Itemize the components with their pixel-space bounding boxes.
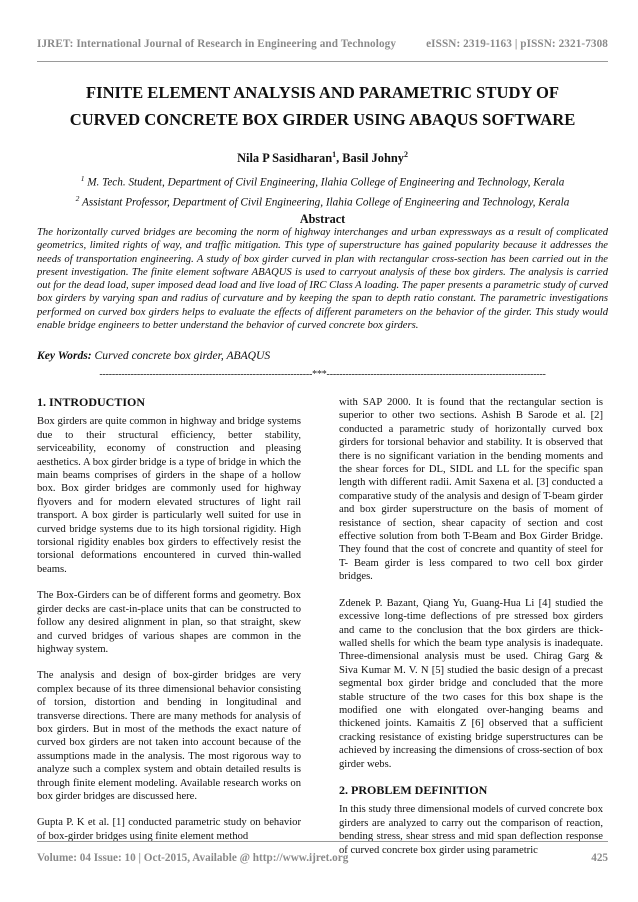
paragraph: Zdenek P. Bazant, Qiang Yu, Guang-Hua Li [4] studied the excessive long-time deflections of pre stressed box girders and came to the conclusion that the box girders are thick-walled shells for which the beam type analysis is inadequate. Three-dimensional analysis must be used. Chirag Garg & Siva Kumar M. V. N [5] studied the basic design of a precast segmental box girder bridge and concluded that the more stable structure of the two cases for this box shape is the modified one with elongated over-hanging beams and thickened joints. Kamaitis Z [6] observed that a sufficient cracking resistance of existing bridge superstructures can be achieved by increasing the dimensions of cross-section of box girder webs.: [339, 597, 603, 770]
footer-rule: [37, 841, 608, 842]
keywords-label: Key Words:: [37, 349, 92, 362]
left-column: [37, 396, 301, 856]
author-sup: 2: [403, 150, 408, 159]
title-line-1: FINITE ELEMENT ANALYSIS AND PARAMETRIC STUDY OF: [85, 83, 559, 102]
paragraph: with SAP 2000. It is found that the rectangular section is superior to other two sections. Ashish B Sarode et al. [2] conducted a parametric study of horizontally curved box girders for torsional behavior and stability. It is observed that there is no significant variation in the bending moments and the shear forces for DL, SIDL and LL for the specific span length with different radii. Amit Saxena et al. [3] conducted a comparative study of the analysis and design of T-beam girder and box girder superstructure on the basis of moment of resistance of section, shear capacity of section and cost effective solution from both T-Beam and Box Girder Bridge. They found that the cost of concrete and quantity of steel for T- Beam girder is less compared to two cell box girder bridges.: [339, 397, 603, 583]
running-footer: [37, 852, 608, 868]
affiliation-sup: 1: [80, 174, 85, 183]
issn: eISSN: 2319-1163 | pISSN: 2321-7308: [426, 38, 608, 50]
volume-info: Volume: 04 Issue: 10 | Oct-2015, Available @ http://www.ijret.org: [37, 852, 349, 864]
paragraph: In this study three dimensional models of curved concrete box girders are analyzed to carry out the comparison of reaction, bending stress, shear stress and mid span deflection response of curved concrete box girder using parametric: [339, 804, 603, 856]
affiliation: [37, 171, 608, 191]
right-column: [339, 396, 603, 870]
journal-name: IJRET: International Journal of Research in Engineering and Technology: [37, 38, 397, 50]
header-rule: [37, 61, 608, 62]
author-sup: 1: [332, 150, 337, 159]
keywords-text: Curved concrete box girder, ABAQUS: [91, 349, 271, 362]
affiliation-text: M. Tech. Student, Department of Civil Engineering, Ilahia College of Engineering and Technology, Kerala: [87, 176, 565, 189]
abstract-heading: Abstract: [299, 212, 346, 226]
section-separator: --------------------------------------------------------------------***----------------------------------------------------------------------: [99, 369, 546, 380]
affiliations: [37, 171, 608, 210]
abstract-text: The horizontally curved bridges are becoming the norm of highway interchanges and urban expressways as a result of complicated geometrics, limited rights of way, and traffic mitigation. This type of superstructure has gained popularity because it addresses the needs of transportation engineering. A study of box girder curved in plan with rectangular cross-section has been carried out in the present investigation. The finite element software ABAQUS is used to carryout analysis of these box girders. The analysis is carried out for the dead load, super imposed dead load and live load of IRC Class A loading. The paper presents a parametric study of curved box girders by varying span and radius of curvature and by keeping the span to depth ratio constant. The parametric investigations performed on curved box girders helps to evaluate the effects of different parameters on the behavior of the girder. This study would enable bridge engineers to better understand the behavior of curved concrete box girders.: [37, 227, 608, 332]
affiliation-text: Assistant Professor, Department of Civil Engineering, Ilahia College of Engineering and Technology, Kerala: [82, 196, 570, 209]
section-heading: 1. INTRODUCTION: [37, 395, 146, 409]
author-name: Nila P Sasidharan: [237, 151, 333, 166]
paragraph: The analysis and design of box-girder bridges are very complex because of its three dimensional behavior consisting of torsion, distortion and bending in longitudinal and transverse directions. There are many methods for analysis of box girders. But in most of the methods the exact nature of curved box girders are not taken into account because of the assumptions made in the analysis. The most rigorous way to analyze such a complex system and obtain detailed results is through finite element modeling. Available research works on box girder bridges are discussed here.: [37, 670, 301, 802]
page-number: 425: [591, 852, 608, 864]
author-name: Basil Johny: [342, 151, 404, 166]
running-header: [37, 38, 608, 54]
section-heading: 2. PROBLEM DEFINITION: [339, 782, 488, 797]
keywords: [37, 349, 608, 362]
author-separator: ,: [336, 151, 343, 166]
paragraph: Gupta P. K et al. [1] conducted parametric study on behavior of box-girder bridges using finite element method: [37, 817, 301, 842]
paper-title: [37, 79, 608, 133]
authors: [37, 150, 608, 166]
title-line-2: CURVED CONCRETE BOX GIRDER USING ABAQUS SOFTWARE: [69, 110, 576, 129]
affiliation-sup: 2: [75, 193, 80, 203]
paragraph: The Box-Girders can be of different forms and geometry. Box girder decks are cast-in-place units that can be constructed to follow any desired alignment in plan, so that straight, skew and curved bridges of various shapes are common in the highway system.: [37, 590, 301, 655]
paragraph: Box girders are quite common in highway and bridge systems due to their structural efficiency, better stability, serviceability, economy of construction and pleasing aesthetics. A box girder bridge is a type of bridge in which the main beams comprises of girders in the shape of a hollow box. Box girder bridges are commonly used for highway flyovers and for modern elevated structures of light rail transport. A box girder is particularly well suited for use in curved bridge systems due to its high torsional rigidity. High torsional rigidity enables box girders to effectively resist the torsional deformations encountered in curved thin-walled beams.: [37, 416, 301, 575]
affiliation: [37, 191, 608, 211]
